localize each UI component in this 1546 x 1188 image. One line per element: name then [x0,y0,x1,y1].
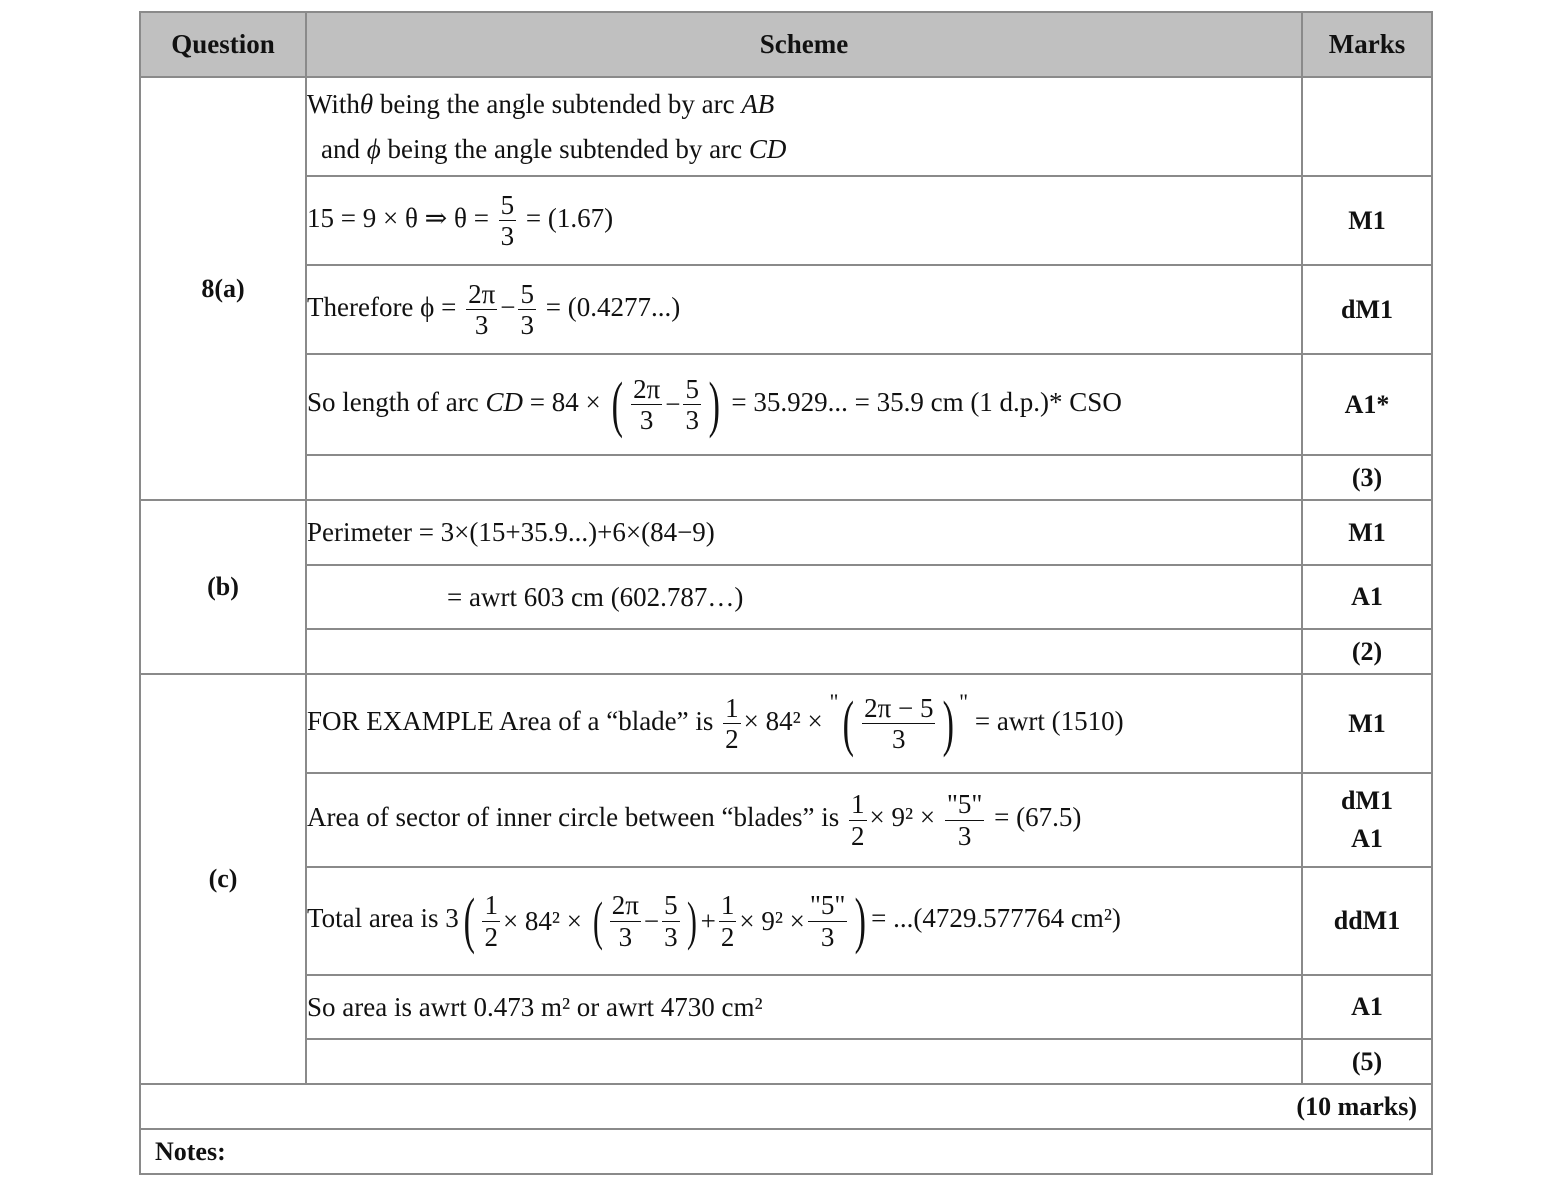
mark-a2: dM1 [1302,265,1432,354]
table-row [140,867,1432,975]
fraction: $\frac{2\pi}{3}$ [468,278,496,340]
mark-a1: M1 [1302,176,1432,265]
mark-a3: A1* [1302,354,1432,455]
part-a-intro: Withθ being the angle subtended by arc AB and ϕ being the angle subtended by arc CD [306,77,1302,176]
question-label-b: (b) [140,500,306,674]
table-row [140,674,1432,773]
subtotal-a: (3) [1302,455,1432,500]
notes-row [140,1129,1432,1174]
table-row [140,500,1432,565]
part-a-step3: So length of arc CD = 84 × ( 2π 3 − $\frac{5}{3}$ ) = 35.929... = 35.9 cm (1 d.p.)* CSO [306,354,1302,455]
table-row [140,354,1432,455]
question-label-c: (c) [140,674,306,1084]
table-row [140,975,1432,1039]
mark-c2: dM1 A1 [1302,773,1432,867]
mark-c1: M1 [1302,674,1432,773]
part-a-step2: Therefore ϕ = $\frac{2\pi}{3}$ − $\frac{5}{3}$ = (0.4277...) [306,265,1302,354]
table-row [140,176,1432,265]
mark-b1: M1 [1302,500,1432,565]
header-question: Question [140,12,306,77]
fraction: $\frac{5}{3}$ [500,189,515,251]
mark-c4: A1 [1302,975,1432,1039]
bracket-group: " ( 2π − 5 3 ) " [829,688,969,758]
table-row [140,265,1432,354]
part-b-step2: = awrt 603 cm (602.787…) [306,565,1302,629]
table-row [140,455,1432,500]
table-row [140,565,1432,629]
mark-c3: ddM1 [1302,867,1432,975]
grand-total: (10 marks) [140,1084,1432,1129]
question-label-8a: 8(a) [140,77,306,500]
table-row [140,1039,1432,1084]
table-row [140,77,1432,176]
table-row [140,773,1432,867]
subtotal-b: (2) [1302,629,1432,674]
fraction: $\frac{5}{3}$ [520,278,534,340]
header-scheme: Scheme [306,12,1302,77]
part-c-step1: FOR EXAMPLE Area of a “blade” is $\frac{1}{2}$ × 84² × " ( 2π − 5 3 ) " = awrt (1510) [306,674,1302,773]
part-b-step1: Perimeter = 3×(15+35.9...)+6×(84−9) [306,500,1302,565]
part-a-step1: 15 = 9 × θ ⇒ θ = $\frac{5}{3}$ = (1.67) [306,176,1302,265]
mark-b2: A1 [1302,565,1432,629]
bracket-group: ( 2π 3 − $\frac{5}{3}$ ) [612,370,720,439]
part-c-step3: Total area is 3 ( $\frac{1}{2}$ × 84² × ( 2π 3 − $\frac{5}{3}$ ) + $\frac{1}{2}$ × 9² × $\frac{"5"}{3}$ ) = ...(4729.577764 cm²) [306,867,1302,975]
mark-scheme-table [139,11,1433,1175]
bracket-group: ( $\frac{1}{2}$ × 84² × ( 2π 3 − $\frac{5}{3}$ ) + $\frac{1}{2}$ × 9² × $\frac{"5"}{3}$ ) [463,887,867,955]
header-row [140,12,1432,77]
part-c-step2: Area of sector of inner circle between “blades” is $\frac{1}{2}$ × 9² × $\frac{"5"}{3}$ = (67.5) [306,773,1302,867]
part-c-step4: So area is awrt 0.473 m² or awrt 4730 cm² [306,975,1302,1039]
table-row [140,629,1432,674]
subtotal-c: (5) [1302,1039,1432,1084]
header-marks: Marks [1302,12,1432,77]
notes-label: Notes: [140,1129,1432,1174]
grand-total-row [140,1084,1432,1129]
